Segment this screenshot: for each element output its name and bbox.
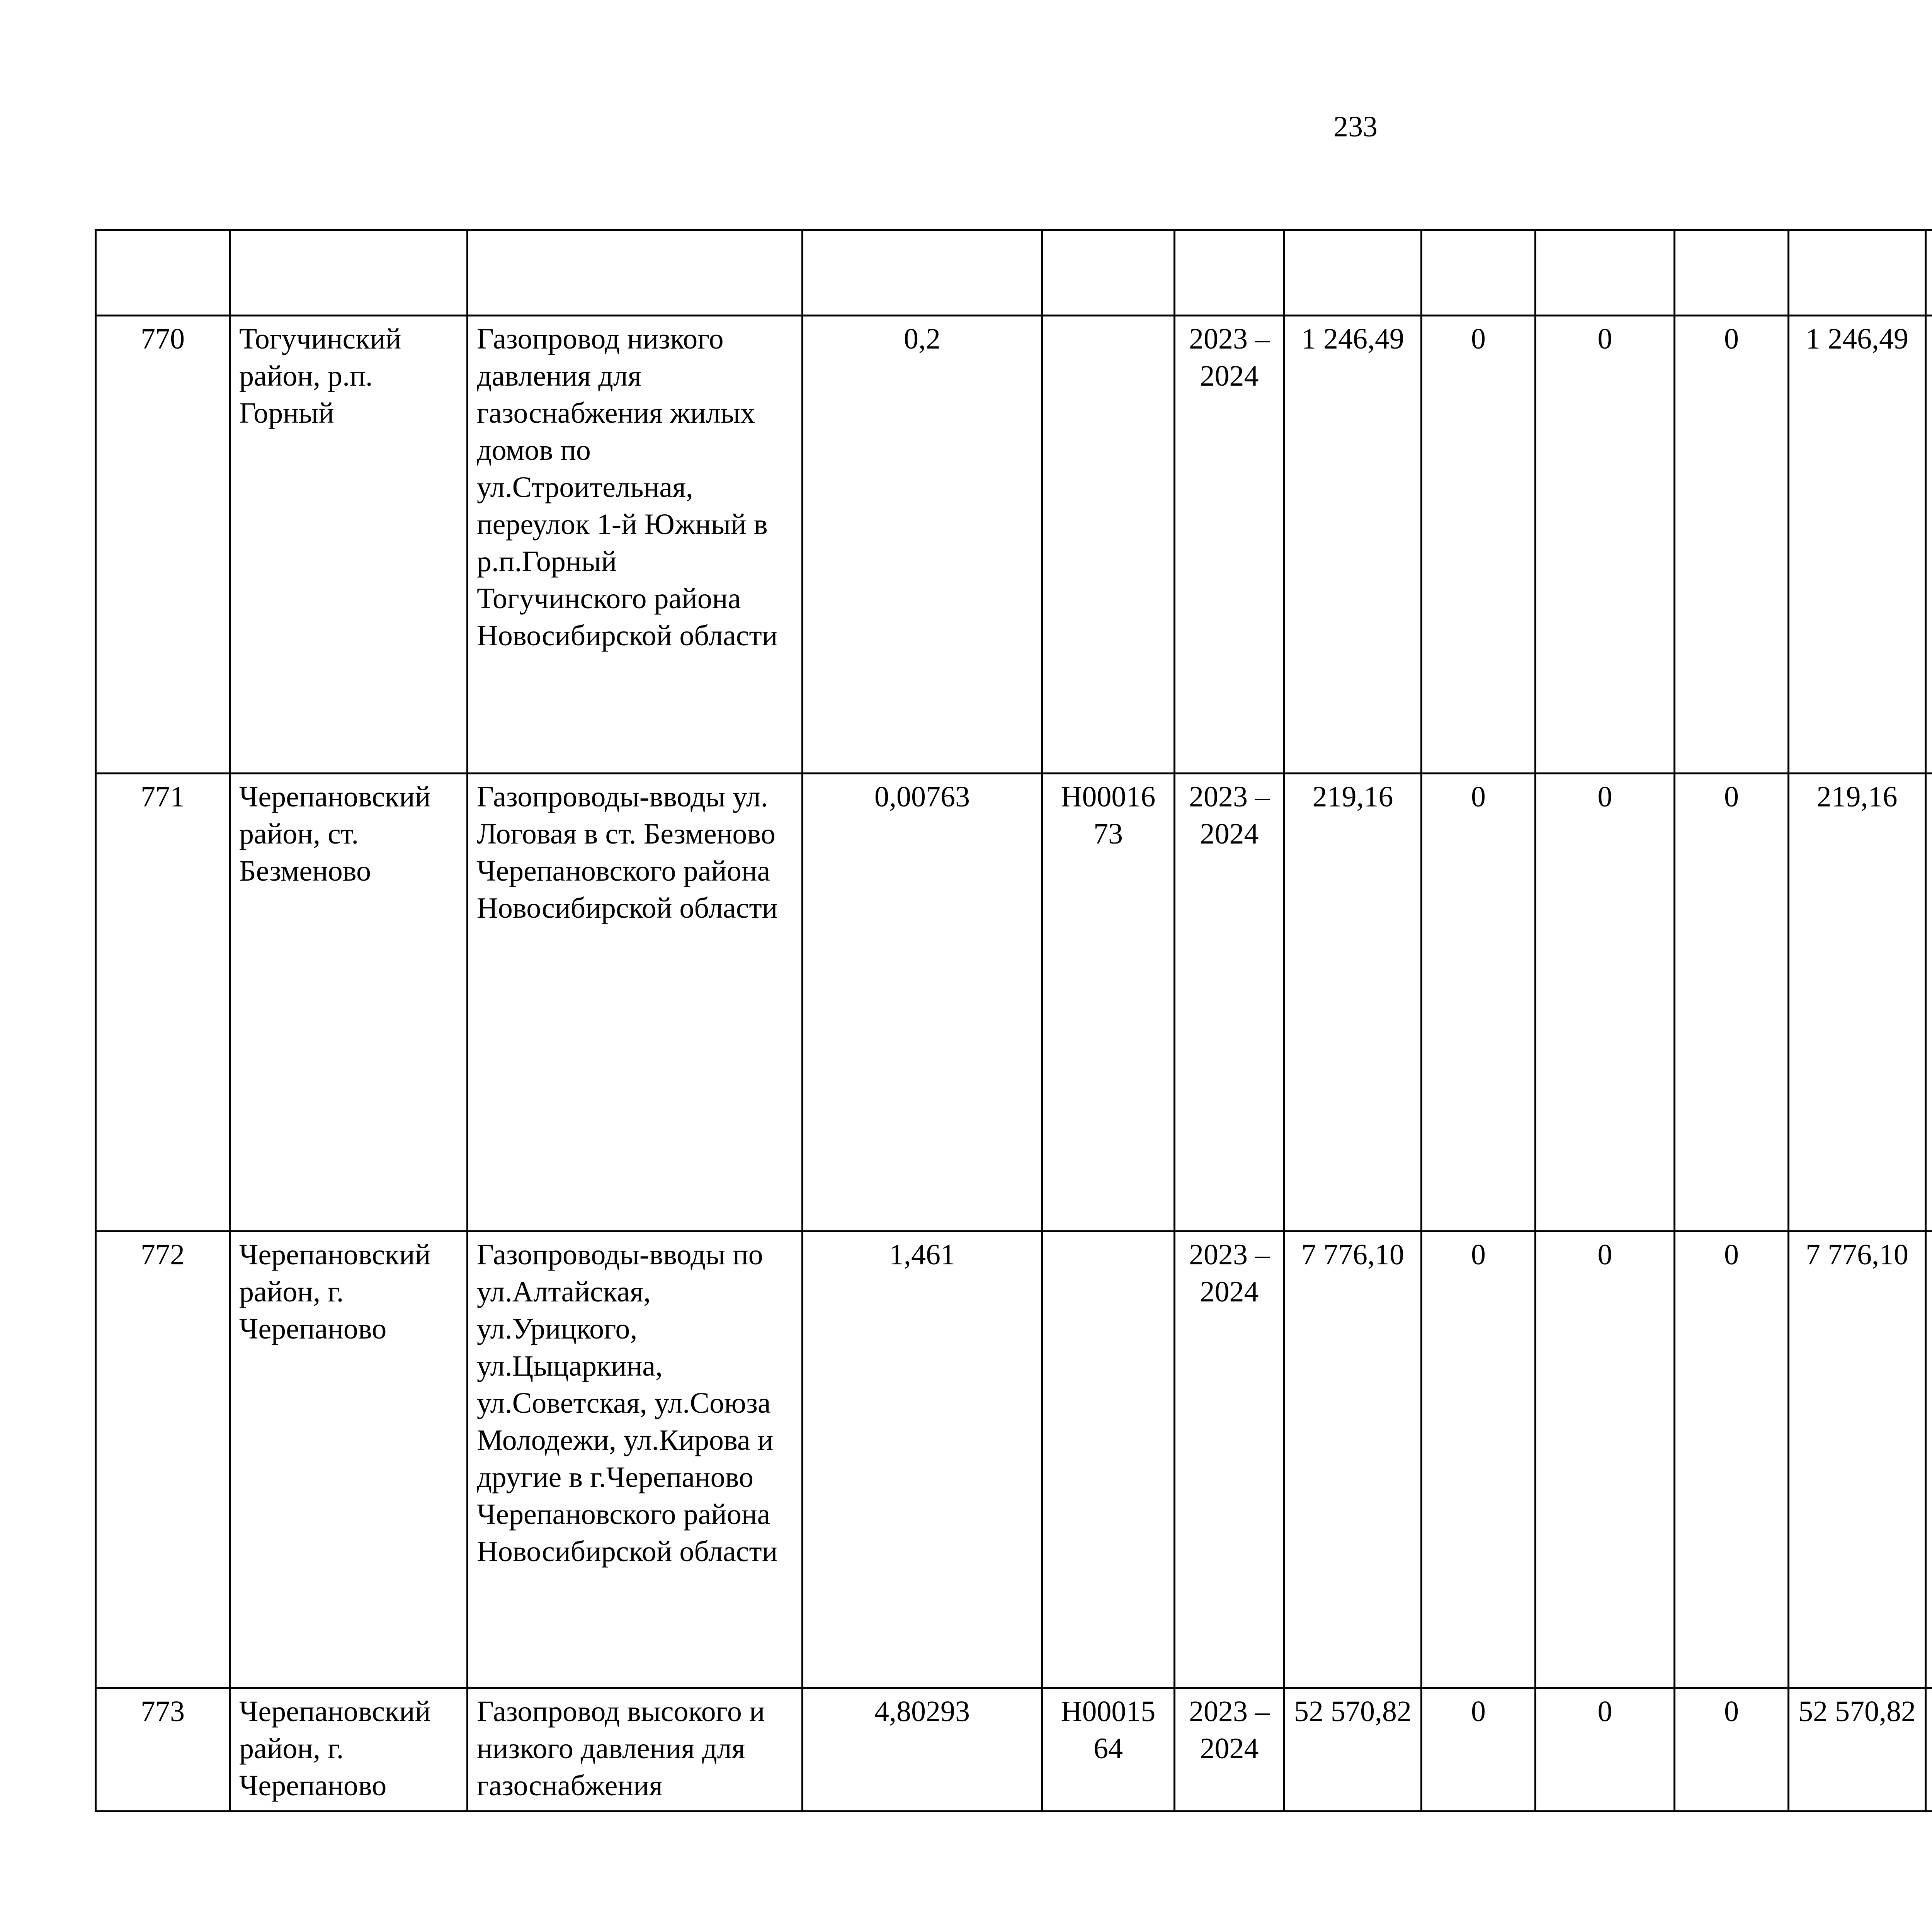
cell-total: 219,16	[1284, 774, 1422, 1232]
cell-value: 0	[1422, 1688, 1536, 1812]
cell-num: 773	[96, 1688, 230, 1812]
cell-value: 7 776,10	[1789, 1232, 1926, 1688]
cell-code	[1042, 1232, 1175, 1688]
cell-total: 1 246,49	[1284, 316, 1422, 774]
cell-empty	[1536, 230, 1675, 316]
cell-value: 0	[1536, 316, 1675, 774]
cell-value: 0	[1422, 1232, 1536, 1688]
cell-value: 0	[1536, 1688, 1675, 1812]
cell-num: 770	[96, 316, 230, 774]
cell-num: 771	[96, 774, 230, 1232]
cell-value: 52 570,82	[1789, 1688, 1926, 1812]
cell-empty	[230, 230, 468, 316]
cell-period: 2023 – 2024	[1175, 1688, 1284, 1812]
cell-organization	[1926, 316, 1932, 774]
cell-length: 0,00763	[803, 774, 1042, 1232]
cell-value: 0	[1536, 774, 1675, 1232]
cell-empty	[1926, 230, 1932, 316]
cell-object: Газопровод высокого и низкого давления для газоснабжения	[468, 1688, 803, 1812]
cell-value: 0	[1675, 316, 1789, 774]
cell-value: 0	[1422, 774, 1536, 1232]
cell-object: Газопроводы-вводы ул. Логовая в ст. Безменово Черепановского района Новосибирской области	[468, 774, 803, 1232]
cell-length: 0,2	[803, 316, 1042, 774]
cell-num: 772	[96, 1232, 230, 1688]
cell-value: 0	[1536, 1232, 1675, 1688]
cell-value: 0	[1422, 316, 1536, 774]
page-number: 233	[1333, 111, 1378, 143]
cell-organization	[1926, 774, 1932, 1232]
table-row	[96, 1232, 1932, 1688]
cell-value: 219,16	[1789, 774, 1926, 1232]
cell-length: 1,461	[803, 1232, 1042, 1688]
cell-empty	[1042, 230, 1175, 316]
cell-empty	[803, 230, 1042, 316]
cell-period: 2023 – 2024	[1175, 774, 1284, 1232]
cell-district: Черепановский район, г. Черепаново	[230, 1688, 468, 1812]
cell-district: Тогучинский район, р.п. Горный	[230, 316, 468, 774]
cell-code	[1042, 316, 1175, 774]
cell-empty	[1422, 230, 1536, 316]
cell-empty	[1284, 230, 1422, 316]
cell-empty	[468, 230, 803, 316]
cell-length: 4,80293	[803, 1688, 1042, 1812]
cell-total: 7 776,10	[1284, 1232, 1422, 1688]
cell-object: Газопровод низкого давления для газоснабжения жилых домов по ул.Строительная, переулок 1-й Южный в р.п.Горный Тогучинского района Новосибирской области	[468, 316, 803, 774]
cell-empty	[1675, 230, 1789, 316]
cell-code: Н00015 64	[1042, 1688, 1175, 1812]
cell-period: 2023 – 2024	[1175, 1232, 1284, 1688]
table-row	[96, 316, 1932, 774]
table-row	[96, 1688, 1932, 1812]
cell-value: 1 246,49	[1789, 316, 1926, 774]
table-row	[96, 774, 1932, 1232]
cell-district: Черепановский район, ст. Безменово	[230, 774, 468, 1232]
register-table	[95, 229, 1932, 1812]
cell-empty	[1175, 230, 1284, 316]
cell-organization	[1926, 1232, 1932, 1688]
cell-empty	[1789, 230, 1926, 316]
cell-empty	[96, 230, 230, 316]
cell-district: Черепановский район, г. Черепаново	[230, 1232, 468, 1688]
cell-object: Газопроводы-вводы по ул.Алтайская, ул.Урицкого, ул.Цыцаркина, ул.Советская, ул.Союза Молодежи, ул.Кирова и другие в г.Черепаново Черепановского района Новосибирской области	[468, 1232, 803, 1688]
cell-value: 0	[1675, 1688, 1789, 1812]
cell-code: Н00016 73	[1042, 774, 1175, 1232]
cell-value: 0	[1675, 774, 1789, 1232]
table-row	[96, 230, 1932, 316]
cell-organization	[1926, 1688, 1932, 1812]
cell-period: 2023 – 2024	[1175, 316, 1284, 774]
cell-total: 52 570,82	[1284, 1688, 1422, 1812]
cell-value: 0	[1675, 1232, 1789, 1688]
